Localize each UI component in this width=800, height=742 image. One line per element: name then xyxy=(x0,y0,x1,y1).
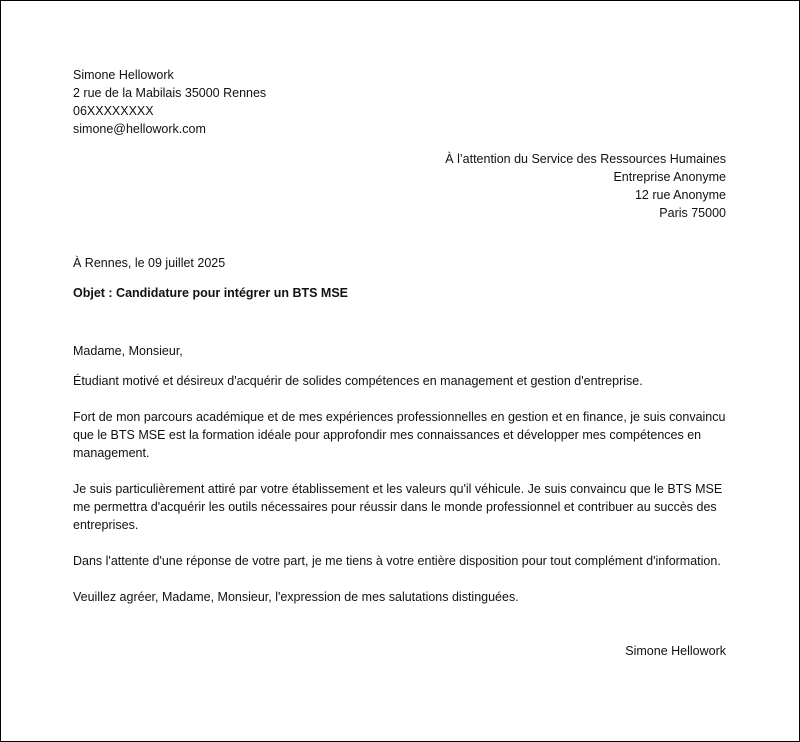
body-paragraph-1: Étudiant motivé et désireux d'acquérir de solides compétences en management et gestion d'entreprise. xyxy=(73,374,643,388)
letter-content xyxy=(73,66,726,660)
sender-phone: 06XXXXXXXX xyxy=(73,104,154,118)
sender-address: 2 rue de la Mabilais 35000 Rennes xyxy=(73,86,267,100)
body-paragraph-3: Je suis particulièrement attiré par votre établissement et les valeurs qu'il véhicule. Je suis convaincu que le BTS MSE me permettra d'acquérir les outils nécessaires pour réussir dans le monde professionnel et contribuer au succès des entreprises. xyxy=(73,482,723,532)
recipient-city: Paris 75000 xyxy=(659,206,726,220)
recipient-block xyxy=(73,150,726,222)
date-line: À Rennes, le 09 juillet 2025 xyxy=(73,256,226,270)
sender-block xyxy=(73,66,726,138)
subject-line: Objet : Candidature pour intégrer un BTS MSE xyxy=(73,286,349,300)
sender-name: Simone Hellowork xyxy=(73,68,174,82)
recipient-attention: À l’attention du Service des Ressources Humaines xyxy=(445,152,726,166)
signature: Simone Hellowork xyxy=(625,644,726,658)
salutation: Madame, Monsieur, xyxy=(73,344,183,358)
closing-paragraph: Veuillez agréer, Madame, Monsieur, l'expression de mes salutations distinguées. xyxy=(73,590,519,604)
body-paragraph-2: Fort de mon parcours académique et de mes expériences professionnelles en gestion et en finance, je suis convaincu que le BTS MSE est la formation idéale pour approfondir mes connaissances et développer mes compétences en management. xyxy=(73,410,726,460)
recipient-company: Entreprise Anonyme xyxy=(613,170,726,184)
recipient-street: 12 rue Anonyme xyxy=(634,188,726,202)
body-paragraph-4: Dans l'attente d'une réponse de votre part, je me tiens à votre entière disposition pour tout complément d'information. xyxy=(73,554,721,568)
sender-email: simone@hellowork.com xyxy=(73,122,206,136)
